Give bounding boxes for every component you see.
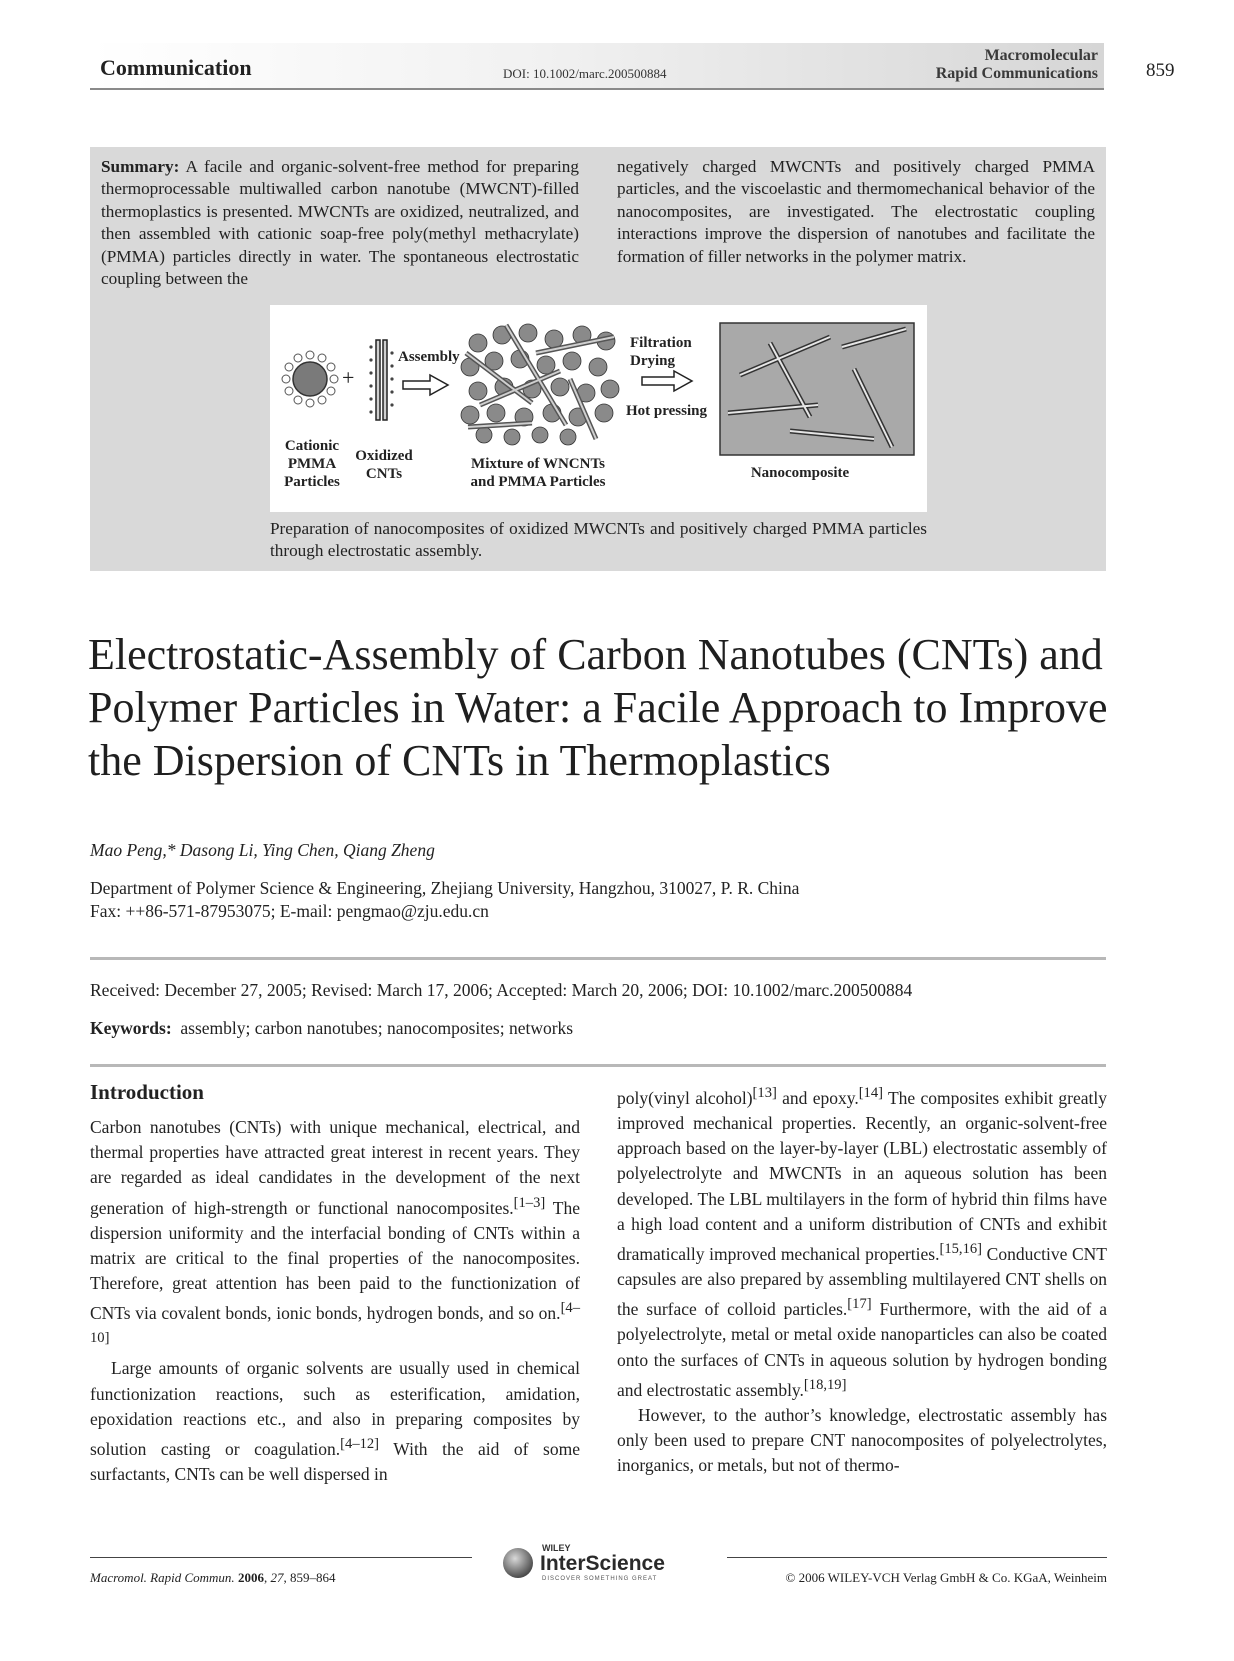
keywords-list: assembly; carbon nanotubes; nanocomposites; networks xyxy=(180,1018,574,1038)
mixture-cluster xyxy=(461,324,619,445)
logo-tagline: DISCOVER SOMETHING GREAT xyxy=(542,1576,658,1582)
cationic-pmma-particle xyxy=(282,351,338,407)
mixture-label-line2: and PMMA Particles xyxy=(470,474,606,490)
cationic-label-line3: Particles xyxy=(284,474,340,490)
nanocomposite-label: Nanocomposite xyxy=(750,465,850,481)
page-number: 859 xyxy=(1146,60,1175,81)
section-label: Communication xyxy=(100,55,252,80)
drying-label: Drying xyxy=(630,353,675,369)
paragraph: However, to the author’s knowledge, electrostatic assembly has only been used to prepare CNT nanocomposites of polyelectrolytes, inorganics, or metals, but not of thermo- xyxy=(617,1404,1107,1476)
plus-sign: + xyxy=(342,365,355,390)
summary-label: Summary: xyxy=(101,157,180,176)
assembly-arrow xyxy=(403,375,448,395)
processing-arrow xyxy=(642,371,692,391)
logo-interscience: InterScience xyxy=(540,1552,665,1575)
body-column-left xyxy=(90,1115,580,1487)
contact-info[interactable]: Fax: ++86-571-87953075; E-mail: pengmao@zju.edu.cn xyxy=(90,901,489,921)
cationic-label-line2: PMMA xyxy=(287,456,337,472)
citation[interactable]: [13] xyxy=(752,1085,777,1101)
affiliation-address: Department of Polymer Science & Engineering, Zhejiang University, Hangzhou, 310027, P. R. China xyxy=(90,878,800,898)
oxidized-label-line2: CNTs xyxy=(365,466,403,482)
assembly-scheme-diagram xyxy=(270,305,927,512)
wiley-interscience-logo[interactable] xyxy=(496,1540,706,1582)
author-list: Mao Peng,* Dasong Li, Ying Chen, Qiang Zheng xyxy=(90,840,435,860)
globe-icon xyxy=(503,1548,533,1578)
hot-pressing-label: Hot pressing xyxy=(626,403,707,419)
paragraph: Carbon nanotubes (CNTs) with unique mechanical, electrical, and thermal properties have attracted great interest in recent years. They are regarded as ideal candidates in the development of the next generation of high-strength or functional nanocomposites.[1–3] The dispersion uniformity and the interfacial bonding of CNTs within a matrix are critical to the final properties of the nanocomposites. Therefore, great attention has been paid to the functionization of CNTs via covalent bonds, ionic bonds, hydrogen bonds, and so on.[4–10] xyxy=(90,1117,580,1347)
journal-name-line2: Rapid Communications xyxy=(935,65,1098,82)
keywords-label: Keywords: xyxy=(90,1018,172,1038)
divider xyxy=(90,1064,1106,1067)
footer-rule-left xyxy=(90,1557,472,1558)
journal-name-line1: Macromolecular xyxy=(984,47,1098,64)
body-column-right xyxy=(617,1081,1107,1478)
journal-citation: Macromol. Rapid Commun. 2006, 27, 859–864 xyxy=(90,1570,336,1585)
article-title: Electrostatic-Assembly of Carbon Nanotubes (CNTs) and Polymer Particles in Water: a Facile Approach to Improve the Dispersion of CNTs in Thermoplastics xyxy=(88,630,1108,785)
paragraph: Large amounts of organic solvents are usually used in chemical functionization reactions, such as esterification, amidation, epoxidation reactions etc., and also in preparing composites by solution casting or coagulation.[4–12] With the aid of some surfactants, CNTs can be well dispersed in xyxy=(90,1358,580,1484)
citation[interactable]: [1–3] xyxy=(513,1194,546,1211)
citation[interactable]: [18,19] xyxy=(803,1376,847,1393)
figure-caption: Preparation of nanocomposites of oxidized MWCNTs and positively charged PMMA particles through electrostatic assembly. xyxy=(270,519,927,561)
summary-text-right: negatively charged MWCNTs and positively charged PMMA particles, and the viscoelastic and thermomechanical behavior of the nanocomposites, are investigated. The electrostatic coupling interactions improve the dispersion of nanotubes and facilitate the formation of filler networks in the polymer matrix. xyxy=(617,157,1095,266)
logo-wiley: WILEY xyxy=(542,1543,571,1553)
mixture-label-line1: Mixture of WNCNTs xyxy=(471,456,605,472)
citation[interactable]: [4–10] xyxy=(90,1300,580,1347)
oxidized-cnt xyxy=(369,340,393,420)
paragraph: poly(vinyl alcohol)[13] and epoxy.[14] The composites exhibit greatly improved mechanical properties. Recently, an organic-solvent-free approach based on the layer-by-layer (LBL) electrostatic assembly of polyelectrolyte and MWCNTs in an aqueous solution has been developed. The LBL multilayers in the form of hybrid thin films have a high load content and a uniform distribution of CNTs and exhibit dramatically improved mechanical properties.[15,16] Conductive CNT capsules are also prepared by assembling multilayered CNT shells on the surface of colloid particles.[17] Furthermore, with the aid of a polyelectrolyte, metal or metal oxide nanoparticles can also be coated onto the surfaces of CNTs in aqueous solution by hydrogen bonding and electrostatic assembly.[18,19] xyxy=(617,1085,1107,1400)
assembly-label: Assembly xyxy=(398,349,460,365)
summary-left-column xyxy=(101,156,579,290)
footer-rule-right xyxy=(727,1557,1107,1558)
summary-text-left: A facile and organic-solvent-free method for preparing thermoprocessable multiwalled carbon nanotube (MWCNT)-filled thermoplastics is presented. MWCNTs are oxidized, neutralized, and then assembled with cationic soap-free poly(methyl methacrylate) (PMMA) particles directly in water. The spontaneous electrostatic coupling between the xyxy=(101,157,579,289)
cationic-label-line1: Cationic xyxy=(284,438,340,454)
copyright-notice: © 2006 WILEY-VCH Verlag GmbH & Co. KGaA, Weinheim xyxy=(785,1570,1107,1585)
header-doi[interactable]: DOI: 10.1002/marc.200500884 xyxy=(503,66,667,81)
citation[interactable]: [17] xyxy=(847,1296,872,1313)
divider xyxy=(90,957,1106,960)
affiliation xyxy=(90,877,1090,923)
nanocomposite-panel xyxy=(720,323,914,455)
filtration-label: Filtration xyxy=(630,335,692,351)
citation[interactable]: [4–12] xyxy=(340,1435,380,1452)
graphical-abstract-figure xyxy=(270,305,927,512)
introduction-heading: Introduction xyxy=(90,1080,204,1104)
citation[interactable]: [14] xyxy=(858,1085,883,1101)
article-dates: Received: December 27, 2005; Revised: March 17, 2006; Accepted: March 20, 2006; DOI: 10.1002/marc.200500884 xyxy=(90,980,913,1000)
citation[interactable]: [15,16] xyxy=(939,1241,983,1258)
oxidized-label-line1: Oxidized xyxy=(355,448,413,464)
keywords xyxy=(90,1018,573,1039)
